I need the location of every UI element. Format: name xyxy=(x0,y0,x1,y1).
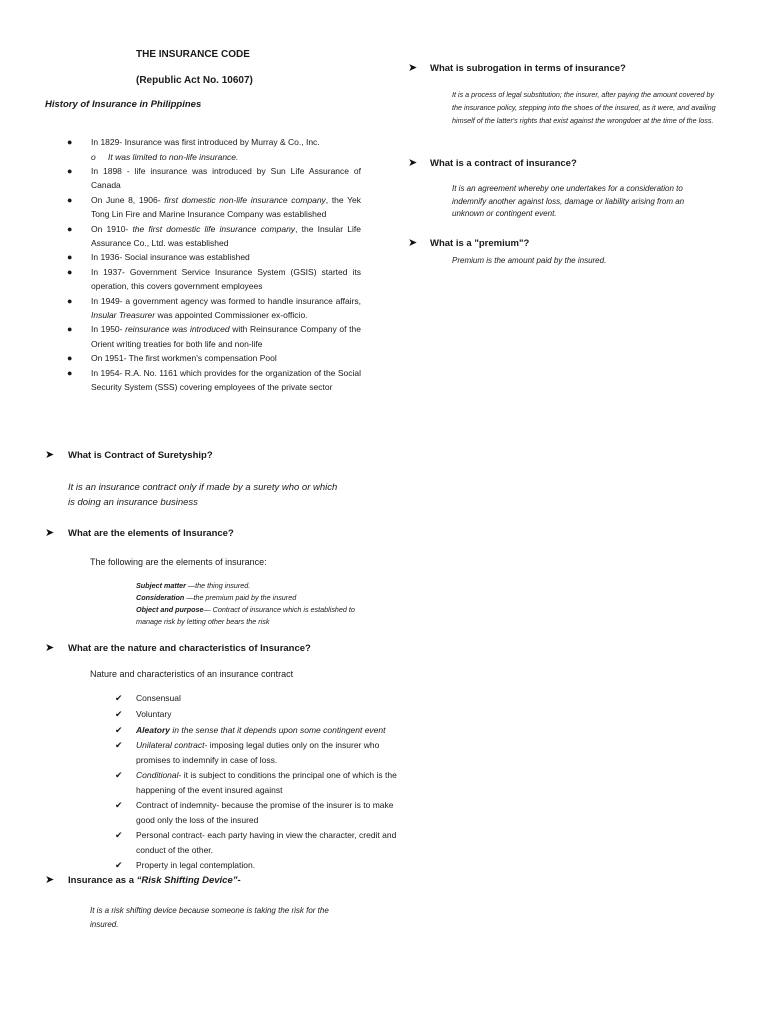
list-item: ● In 1898 - life insurance was introduced by Sun Life Assurance of Canada xyxy=(67,166,361,191)
risk-answer: It is a risk shifting device because someone is taking the risk for the insured. xyxy=(90,906,329,929)
disc-bullet-icon: ● xyxy=(67,353,73,364)
checkmark-icon: ✔ xyxy=(115,740,123,751)
disc-bullet-icon: ● xyxy=(67,137,73,147)
list-item: ✔ Voluntary xyxy=(115,707,410,721)
suretyship-answer: It is an insurance contract only if made by a surety who or which is doing an insurance business xyxy=(68,482,338,508)
list-item: ✔ Contract of indemnity- because the promise of the insurer is to make good only the loss of the insured xyxy=(115,800,394,825)
list-item: ● On June 8, 1906- first domestic non-life insurance company, the Yek Tong Lin Fire and Marine Insurance Company was established xyxy=(67,194,362,220)
arrowhead-bullet-icon: ➤ xyxy=(408,62,418,74)
disc-bullet-icon: ● xyxy=(67,223,73,234)
suretyship-question: What is Contract of Suretyship? xyxy=(68,450,213,461)
checkmark-icon: ✔ xyxy=(115,860,123,871)
elements-list xyxy=(136,580,376,628)
premium-answer: Premium is the amount paid by the insured. xyxy=(452,256,607,265)
subrogation-answer: It is a process of legal substitution; the insurer, after paying the amount covered by the insurance policy, stepping into the shoes of the insured, as it were, and availing himself of the latter's rights that exist against the wrongdoer at the time of the loss. xyxy=(452,90,716,125)
arrowhead-bullet-icon: ➤ xyxy=(45,527,55,539)
element-item: Subject matter —the thing insured. xyxy=(136,581,251,590)
arrowhead-bullet-icon: ➤ xyxy=(408,237,418,249)
checkmark-icon: ✔ xyxy=(115,708,123,719)
arrowhead-bullet-icon: ➤ xyxy=(45,642,55,654)
checkmark-icon: ✔ xyxy=(115,693,123,703)
list-item: ● On 1910- the first domestic life insurance company, the Insular Life Assurance Co., Ltd. was established xyxy=(67,223,361,249)
checkmark-icon: ✔ xyxy=(115,724,123,735)
history-list-continued xyxy=(63,164,361,395)
contract-question: What is a contract of insurance? xyxy=(430,158,577,169)
nature-intro: Nature and characteristics of an insurance contract xyxy=(90,669,294,679)
list-item: ✔ Property in legal contemplation. xyxy=(115,858,410,872)
disc-bullet-icon: ● xyxy=(67,252,73,263)
disc-bullet-icon: ● xyxy=(67,166,73,176)
nature-question: What are the nature and characteristics of Insurance? xyxy=(68,643,311,654)
list-item: ● In 1936- Social insurance was established xyxy=(63,250,361,264)
disc-bullet-icon: ● xyxy=(67,324,73,335)
list-item: ✔ Consensual xyxy=(115,691,410,705)
history-subitem: o It was limited to non-life insurance. xyxy=(63,150,378,164)
document-subtitle: (Republic Act No. 10607) xyxy=(136,75,253,86)
document-title: THE INSURANCE CODE xyxy=(136,49,250,60)
disc-bullet-icon: ● xyxy=(67,367,73,378)
disc-bullet-icon: ● xyxy=(67,295,73,306)
risk-question: Insurance as a “Risk Shifting Device”- xyxy=(68,875,241,886)
elements-intro: The following are the elements of insurance: xyxy=(90,557,267,567)
list-item: ● On 1951- The first workmen's compensation Pool xyxy=(63,351,361,365)
list-item: ✔ Conditional- it is subject to conditions the principal one of which is the happening of the event insured against xyxy=(115,770,397,795)
disc-bullet-icon: ● xyxy=(67,266,73,277)
elements-question: What are the elements of Insurance? xyxy=(68,528,234,539)
list-item: ● In 1949- a government agency was formed to handle insurance affairs, Insular Treasurer was appointed Commissioner ex-officio. xyxy=(67,295,362,321)
premium-question: What is a "premium"? xyxy=(430,238,530,249)
list-item: ✔ Unilateral contract- imposing legal duties only on the insurer who promises to indemnify in case of loss. xyxy=(115,740,380,765)
arrowhead-bullet-icon: ➤ xyxy=(45,874,55,886)
arrowhead-bullet-icon: ➤ xyxy=(45,449,55,461)
list-item: ● In 1937- Government Service Insurance System (GSIS) started its operation, this covers government employees xyxy=(67,266,361,292)
contract-answer: It is an agreement whereby one undertakes for a consideration to indemnify another against loss, damage or liability arising from an unknown or contingent event. xyxy=(452,184,685,219)
checkmark-icon: ✔ xyxy=(115,830,123,841)
list-item: ✔ Aleatory in the sense that it depends upon some contingent event xyxy=(115,723,410,737)
arrowhead-bullet-icon: ➤ xyxy=(408,157,418,169)
list-item: ● In 1954- R.A. No. 1161 which provides for the organization of the Social Security System (SSS) covering employees of the private sector xyxy=(67,367,361,393)
checkmark-icon: ✔ xyxy=(115,770,123,781)
history-heading: History of Insurance in Philippines xyxy=(45,99,202,110)
checkmark-icon: ✔ xyxy=(115,800,123,811)
history-list xyxy=(63,135,361,149)
characteristics-list xyxy=(115,691,410,874)
disc-bullet-icon: ● xyxy=(67,194,73,205)
list-item: ● In 1829- Insurance was first introduced by Murray & Co., Inc. xyxy=(63,135,361,149)
circle-bullet-icon: o xyxy=(91,151,96,162)
element-item: Consideration —the premium paid by the insured xyxy=(136,593,297,602)
list-item: ● In 1950- reinsurance was introduced with Reinsurance Company of the Orient writing treaties for both life and non-life xyxy=(67,324,361,349)
subrogation-question: What is subrogation in terms of insurance? xyxy=(430,63,626,74)
element-item: Object and purpose— Contract of insurance which is established to manage risk by letting other bears the risk xyxy=(136,605,355,626)
list-item: ✔ Personal contract- each party having in view the character, credit and conduct of the other. xyxy=(115,830,397,855)
